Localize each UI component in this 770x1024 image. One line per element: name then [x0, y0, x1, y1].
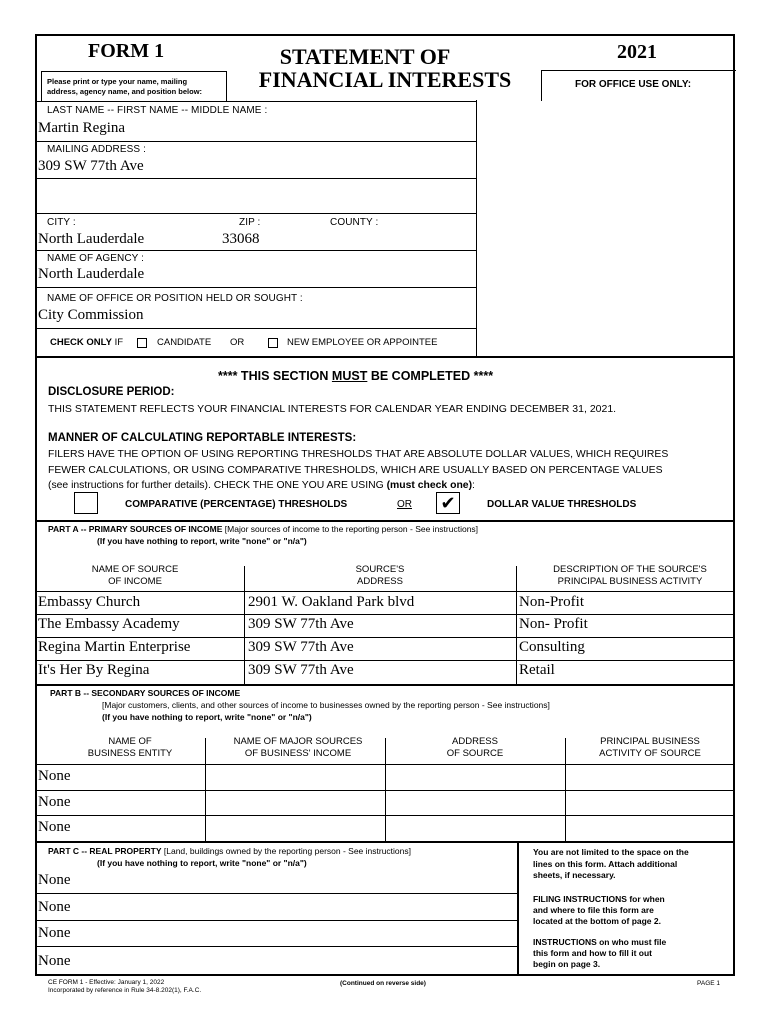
divider	[37, 287, 477, 288]
name-field[interactable]: Martin Regina	[38, 120, 126, 136]
part-a-address[interactable]: 309 SW 77th Ave	[248, 639, 354, 655]
row-divider	[37, 920, 517, 921]
office-use-label: FOR OFFICE USE ONLY:	[575, 79, 692, 90]
divider	[37, 178, 477, 179]
disclosure-text: THIS STATEMENT REFLECTS YOUR FINANCIAL INTERESTS FOR CALENDAR YEAR ENDING DECEMBER 31, 2021.	[48, 403, 617, 415]
address-field[interactable]: 309 SW 77th Ave	[38, 158, 144, 174]
part-a-name[interactable]: The Embassy Academy	[38, 616, 180, 632]
part-a-name[interactable]: Regina Martin Enterprise	[38, 639, 191, 655]
form-label: FORM 1	[88, 40, 165, 62]
new-employee-checkbox[interactable]	[268, 338, 278, 348]
section-divider	[35, 356, 735, 358]
part-b-subnote: (If you have nothing to report, write "none" or "n/a")	[102, 712, 312, 722]
part-a-col3-header: DESCRIPTION OF THE SOURCE'S PRINCIPAL BUSINESS ACTIVITY	[553, 564, 707, 587]
part-a-address[interactable]: 309 SW 77th Ave	[248, 662, 354, 678]
row-divider	[37, 815, 734, 816]
part-b-entity[interactable]: None	[38, 819, 71, 835]
part-b-entity[interactable]: None	[38, 768, 71, 784]
title-line1: STATEMENT OF	[279, 44, 451, 69]
title-line2: FINANCIAL INTERESTS	[258, 67, 512, 92]
section-divider	[35, 684, 735, 686]
office-label: NAME OF OFFICE OR POSITION HELD OR SOUGHT :	[47, 293, 303, 304]
manner-title: MANNER OF CALCULATING REPORTABLE INTERESTS:	[48, 432, 357, 444]
part-b-col3-header: ADDRESS OF SOURCE	[446, 736, 504, 759]
footer-form-id: CE FORM 1 - Effective: January 1, 2022 Incorporated by reference in Rule 34-8.202(1), F.A.C.	[48, 979, 202, 994]
divider	[37, 101, 477, 102]
row-divider	[37, 764, 734, 765]
part-b-note: [Major customers, clients, and other sources of income to businesses owned by the reporting person - See instructions]	[102, 700, 550, 710]
zip-field[interactable]: 33068	[222, 231, 260, 247]
manner-text: FILERS HAVE THE OPTION OF USING REPORTING THRESHOLDS THAT ARE ABSOLUTE DOLLAR VALUES, WHICH REQUIRES FEWER CALCULATIONS, OR USING COMPARATIVE THRESHOLDS, WHICH ARE USUALLY BASED ON PERCENTAGE VALUES (see instructions for further details). CHECK THE ONE YOU ARE USING (must check one):	[48, 449, 669, 491]
row-divider	[37, 893, 517, 894]
part-a-col1-header: NAME OF SOURCE OF INCOME	[91, 564, 179, 587]
or-label: OR	[230, 337, 245, 348]
filer-block-right-border	[476, 100, 477, 357]
must-complete-banner: **** THIS SECTION MUST BE COMPLETED ****	[218, 369, 494, 383]
part-a-subnote: (If you have nothing to report, write "none" or "n/a")	[97, 536, 307, 546]
city-field[interactable]: North Lauderdale	[38, 231, 145, 247]
threshold-or: OR	[397, 499, 412, 510]
part-a-activity[interactable]: Non-Profit	[519, 594, 584, 610]
candidate-label: CANDIDATE	[157, 337, 212, 348]
part-a-activity[interactable]: Consulting	[519, 639, 585, 655]
candidate-checkbox[interactable]	[137, 338, 147, 348]
disclosure-title: DISCLOSURE PERIOD:	[48, 386, 175, 398]
part-a-address[interactable]: 309 SW 77th Ave	[248, 616, 354, 632]
part-a-name[interactable]: Embassy Church	[38, 594, 141, 610]
divider	[37, 328, 477, 329]
footer-continued: (Continued on reverse side)	[340, 980, 426, 987]
side-note-filing: FILING INSTRUCTIONS for when and where to file this form are located at the bottom of page 2.	[533, 894, 665, 926]
divider	[37, 250, 477, 251]
part-c-subnote: (If you have nothing to report, write "none" or "n/a")	[97, 858, 307, 868]
col-divider	[244, 566, 245, 684]
divider	[37, 213, 477, 214]
form-year: 2021	[617, 41, 657, 63]
comparative-label: COMPARATIVE (PERCENTAGE) THRESHOLDS	[125, 499, 348, 510]
agency-field[interactable]: North Lauderdale	[38, 266, 145, 282]
dollar-checkbox[interactable]	[436, 492, 460, 514]
part-c-title: PART C -- REAL PROPERTY [Land, buildings owned by the reporting person - See instructions]	[48, 846, 411, 856]
part-c-row[interactable]: None	[38, 925, 71, 941]
col-divider	[516, 566, 517, 684]
section-divider	[35, 841, 735, 843]
comparative-checkbox[interactable]	[74, 492, 98, 514]
row-divider	[37, 790, 734, 791]
zip-label: ZIP :	[239, 217, 261, 228]
check-only-row: CHECK ONLY IF	[50, 337, 124, 348]
part-a-col2-header: SOURCE'S ADDRESS	[355, 564, 405, 587]
address-label: MAILING ADDRESS :	[47, 144, 146, 155]
row-divider	[37, 946, 517, 947]
section-divider	[35, 520, 735, 522]
side-notes-border	[517, 841, 519, 975]
name-label: LAST NAME -- FIRST NAME -- MIDDLE NAME :	[47, 105, 268, 116]
city-label: CITY :	[47, 217, 76, 228]
part-c-row[interactable]: None	[38, 899, 71, 915]
side-note-instructions: INSTRUCTIONS on who must file this form and how to fill it out begin on page 3.	[533, 937, 667, 969]
part-b-col1-header: NAME OF BUSINESS ENTITY	[87, 736, 173, 759]
part-b-entity[interactable]: None	[38, 794, 71, 810]
dollar-label: DOLLAR VALUE THRESHOLDS	[487, 499, 637, 510]
part-c-row[interactable]: None	[38, 953, 71, 969]
footer-page: PAGE 1	[697, 980, 721, 987]
part-b-title: PART B -- SECONDARY SOURCES OF INCOME	[50, 688, 241, 698]
part-c-row[interactable]: None	[38, 872, 71, 888]
part-a-name[interactable]: It's Her By Regina	[38, 662, 150, 678]
agency-label: NAME OF AGENCY :	[47, 253, 144, 264]
row-divider	[37, 614, 734, 615]
check-mark-icon: ✔	[440, 493, 456, 513]
office-field[interactable]: City Commission	[38, 307, 144, 323]
part-a-activity[interactable]: Retail	[519, 662, 555, 678]
part-a-address[interactable]: 2901 W. Oakland Park blvd	[248, 594, 415, 610]
part-a-activity[interactable]: Non- Profit	[519, 616, 588, 632]
row-divider	[37, 637, 734, 638]
side-note-attach: You are not limited to the space on the lines on this form. Attach additional sheets, if necessary.	[533, 847, 689, 880]
county-label: COUNTY :	[330, 217, 379, 228]
print-instruction: Please print or type your name, mailing address, agency name, and position below:	[47, 77, 203, 96]
part-a-title: PART A -- PRIMARY SOURCES OF INCOME [Major sources of income to the reporting person - See instructions]	[48, 524, 479, 534]
part-b-col4-header: PRINCIPAL BUSINESS ACTIVITY OF SOURCE	[599, 736, 701, 759]
part-b-col2-header: NAME OF MAJOR SOURCES OF BUSINESS' INCOME	[233, 736, 363, 759]
divider	[37, 141, 477, 142]
row-divider	[37, 660, 734, 661]
new-employee-label: NEW EMPLOYEE OR APPOINTEE	[287, 337, 438, 348]
row-divider	[37, 591, 734, 592]
